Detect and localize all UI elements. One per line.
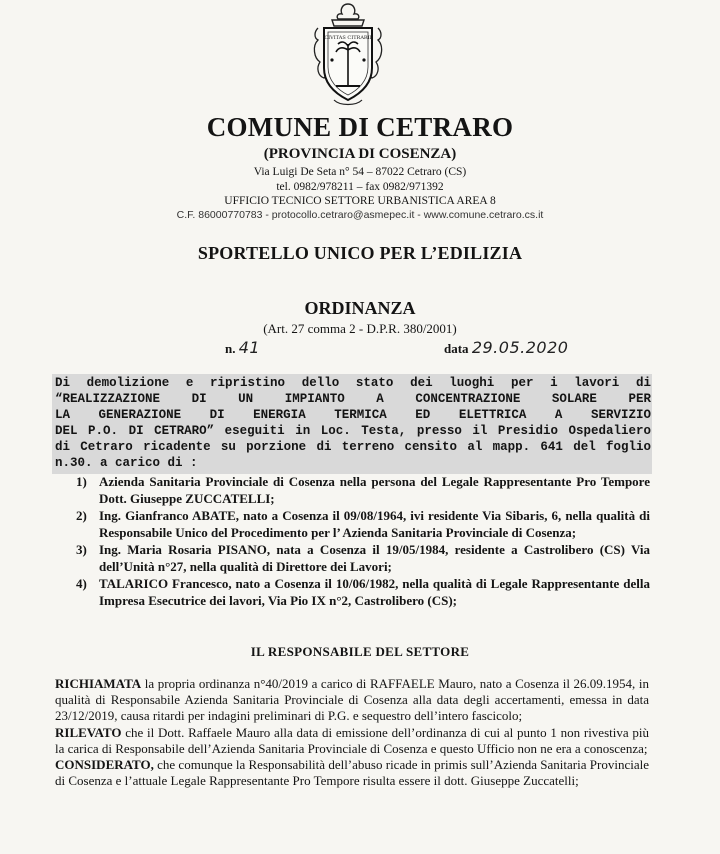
section-title: IL RESPONSABILE DEL SETTORE bbox=[250, 644, 470, 659]
recipient-number: 3) bbox=[76, 542, 87, 557]
paragraph-text: la propria ordinanza n°40/2019 a carico di RAFFAELE Mauro, nato a Cosenza il 26.09.1954, in qualità di Responsabile Azienda Sanitaria Provinciale di Cosenza alla data degli accertamenti, emessa in data 23/12/2019, causa ritardi per indagini preliminari di P.G. e sequestro dell’intero fascicolo; bbox=[55, 676, 649, 724]
paragraph-keyword: RICHIAMATA bbox=[55, 676, 142, 691]
paragraph-keyword: CONSIDERATO, bbox=[55, 757, 154, 773]
coat-of-arms-emblem bbox=[308, 2, 388, 106]
intro-line: di Cetraro ricadente su porzione di terreno censito al mapp. 641 del foglio bbox=[55, 440, 651, 454]
recipient-number: 4) bbox=[76, 576, 87, 591]
paragraph-keyword: RILEVATO bbox=[55, 724, 122, 740]
intro-line: DEL P.O. DI CETRARO” eseguiti in Loc. Testa, presso il Presidio Ospedaliero bbox=[55, 424, 651, 438]
intro-paragraph bbox=[55, 375, 651, 471]
recipient-item bbox=[70, 474, 650, 507]
date-label: data bbox=[444, 341, 469, 356]
number-label: n. bbox=[225, 341, 236, 356]
ordinance-date bbox=[444, 338, 568, 357]
recipient-number: 2) bbox=[76, 508, 87, 523]
office-line: UFFICIO TECNICO SETTORE URBANISTICA AREA 8 bbox=[224, 195, 496, 207]
recipient-item bbox=[70, 542, 650, 575]
recipient-text: TALARICO Francesco, nato a Cosenza il 10/06/1982, nella qualità di Legale Rappresentante della Impresa Esecutrice dei lavori, Via Pio IX n°2, Castrolibero (CS); bbox=[99, 576, 650, 608]
recipient-text: Ing. Gianfranco ABATE, nato a Cosenza il 09/08/1964, ivi residente Via Sibaris, 6, nella qualità di Responsabile Unico del Procedimento per l’ Azienda Sanitaria Provinciale di Cosenza; bbox=[99, 508, 650, 540]
phone-fax-line: tel. 0982/978211 – fax 0982/971392 bbox=[276, 181, 444, 193]
intro-line: Di demolizione e ripristino dello stato dei luoghi per i lavori di bbox=[55, 376, 651, 390]
paragraph-richiamata bbox=[55, 676, 649, 725]
recipients-list bbox=[70, 474, 650, 610]
intro-line: LA GENERAZIONE DI ENERGIA TERMICA ED ELETTRICA A SERVIZIO bbox=[55, 408, 651, 422]
ordinanza-title: ORDINANZA bbox=[304, 298, 416, 318]
sportello-heading: SPORTELLO UNICO PER L’EDILIZIA bbox=[197, 243, 523, 263]
number-handwritten: 41 bbox=[238, 338, 261, 357]
date-handwritten: 29.05.2020 bbox=[471, 338, 569, 357]
legal-reference: (Art. 27 comma 2 - D.P.R. 380/2001) bbox=[263, 321, 457, 336]
provincia-subtitle: (PROVINCIA DI COSENZA) bbox=[263, 146, 457, 162]
paragraph-considerato bbox=[55, 757, 649, 789]
recipient-item bbox=[70, 508, 650, 541]
paragraph-text: che il Dott. Raffaele Mauro alla data di emissione dell’ordinanza di cui al punto 1 non rivestiva più la carica di Responsabile dell’Azienda Sanitaria Provinciale di Cosenza e questo Ufficio non ne era a conoscenza; bbox=[55, 724, 649, 756]
intro-line: “REALIZZAZIONE DI UN IMPIANTO A CONCENTRAZIONE SOLARE PER bbox=[55, 392, 651, 406]
comune-title: COMUNE DI CETRARO bbox=[206, 112, 514, 142]
intro-line: n.30. a carico di : bbox=[55, 456, 198, 470]
contacts-line: C.F. 86000770783 - protocollo.cetraro@asmepec.it - www.comune.cetraro.cs.it bbox=[176, 209, 544, 221]
emblem-motto: CIVITAS CITRARII bbox=[324, 35, 372, 41]
paragraph-text: che comunque la Responsabilità dell’abuso ricade in primis sull’Azienda Sanitaria Provinciale di Cosenza e l’attuale Legale Rappresentante Pro Tempore risulta essere il dott. Giuseppe Zuccatelli; bbox=[55, 757, 649, 789]
recipient-text: Ing. Maria Rosaria PISANO, nata a Cosenza il 19/05/1984, residente a Castrolibero (CS) Via dell’Unità n°27, nella qualità di Direttore dei Lavori; bbox=[99, 542, 650, 574]
paragraph-rilevato bbox=[55, 725, 649, 757]
recipient-item bbox=[70, 576, 650, 609]
body-text bbox=[55, 676, 649, 789]
ordinance-number bbox=[225, 338, 260, 357]
recipient-number: 1) bbox=[76, 474, 87, 489]
recipient-text: Azienda Sanitaria Provinciale di Cosenza nella persona del Legale Rappresentante Pro Tempore Dott. Giuseppe ZUCCATELLI; bbox=[99, 474, 650, 506]
address-line: Via Luigi De Seta n° 54 – 87022 Cetraro (CS) bbox=[253, 166, 467, 178]
